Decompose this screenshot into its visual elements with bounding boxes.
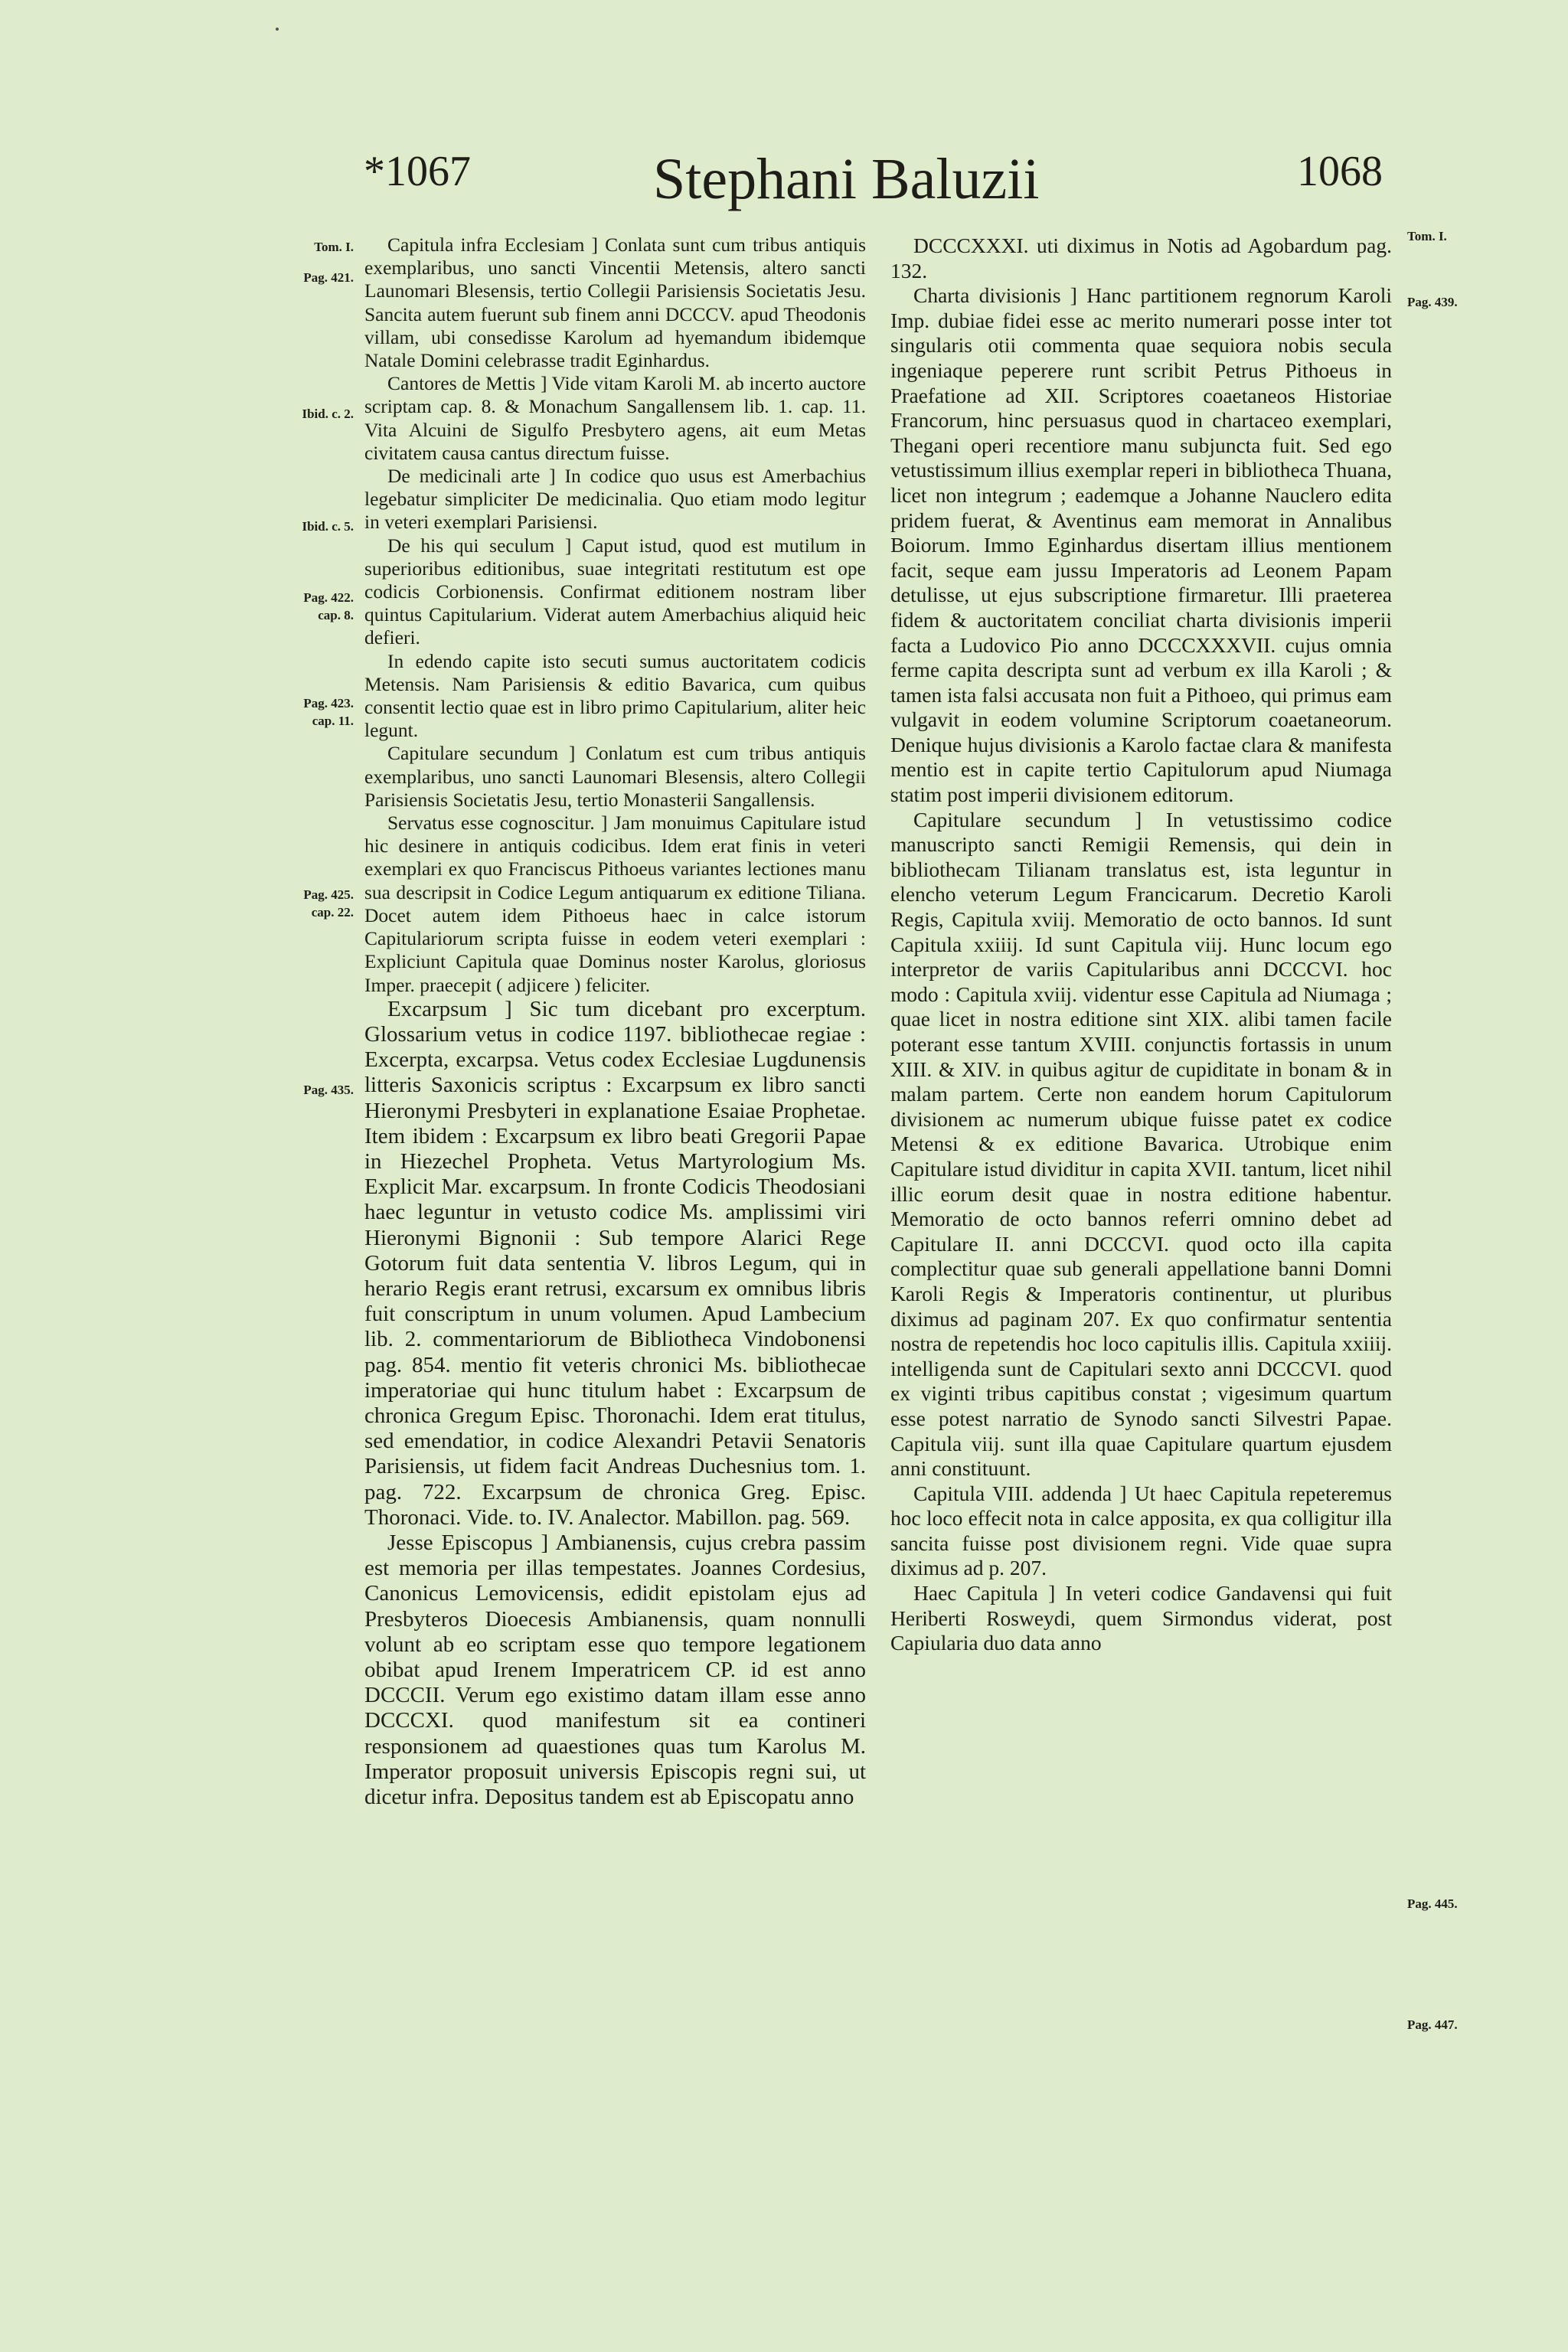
margin-ref: Pag. 445. xyxy=(1407,1896,1458,1911)
running-title: Stephani Baluzii xyxy=(653,147,1040,211)
note-paragraph: Cantores de Mettis ] Vide vitam Karoli M. ab incerto auctore scriptam cap. 8. & Monachum Sangallensem lib. 1. cap. 11. Vita Alcuini de Sigulfo Presbytero agens, ait eum Metas civitatem causa cantus directum fuisse. xyxy=(364,372,866,464)
ink-speck xyxy=(276,28,279,31)
note-paragraph: Servatus esse cognoscitur. ] Jam monuimus Capitulare istud hic desinere in antiquis codicibus. Idem erat finis in veteri exemplari ex quo Franciscus Pithoeus variantes lectiones manu sua descripsit in Codice Legum antiquarum ex editione Tiliana. Docet autem idem Pithoeus haec in calce istorum Capitulariorum scripta fuisse in eodem veteri exemplari : Expliciunt Capitula quae Dominus noster Karolus, gloriosus Imper. praecepit ( adjicere ) feliciter. xyxy=(364,812,866,996)
note-paragraph: Charta divisionis ] Hanc partitionem regnorum Karoli Imp. dubiae fidei esse ac merito numerari posse inter tot singularis otii commenta quae sequiora nobis secula ingeniaque peperere runt scribit Petrus Pithoeus in Praefatione ad XII. Scriptores coaetaneos Historiae Francorum, hinc persuasus quod in chartaceo exemplari, Thegani operi recentiore manu subjuncta fuit. Sed ego vetustissimum illius exemplar reperi in bibliotheca Thuana, licet non integrum ; eademque a Johanne Nauclero edita pridem fuerat, & Aventinus eam memorat in Annalibus Boiorum. Immo Eginhardus disertam illius mentionem facit, seque eam jussu Imperatoris ad Leonem Papam detulisse, ut ejus subscriptione firmaretur. Illi praeterea fidem & auctoritatem conciliat charta divisionis imperii facta a Ludovico Pio anno DCCCXXXVII. cujus omnia ferme capita descripta sunt ad verbum ex illa Karoli ; & tamen ista falsi accusata non fuit a Pithoeo, qui primus eam vulgavit in eodem volumine Scriptorum coaetaneorum. Denique hujus divisionis a Karolo factae clara & manifesta mentio est in capite tertio Capitulorum apud Niumaga statim post imperii divisionem editorum. xyxy=(890,283,1392,807)
margin-ref: Ibid. c. 2. xyxy=(302,407,354,421)
margin-ref: Pag. 435. xyxy=(303,1083,354,1097)
margin-ref: Pag. 421. xyxy=(303,270,354,285)
margin-ref: cap. 11. xyxy=(312,714,354,728)
note-paragraph: Excarpsum ] Sic tum dicebant pro excerptum. Glossarium vetus in codice 1197. bibliothecae regiae : Excerpta, excarpsa. Vetus codex Ecclesiae Lugdunensis litteris Saxonicis scriptus : Excarpsum ex libro sancti Hieronymi Presbyteri in explanatione Esaiae Prophetae. Item ibidem : Excarpsum ex libro beati Gregorii Papae in Hiezechel Propheta. Vetus Martyrologium Ms. Explicit Mar. excarpsum. In fronte Codicis Theodosiani haec leguntur in vetusto codice Ms. amplissimi viri Hieronymi Bignonii : Sub tempore Alarici Rege Gotorum fuit data sententia V. libros Legum, qui in herario Regis erant retrusi, excarsum ex omnibus libris fuit conscriptum in unum volumen. Apud Lambecium lib. 2. commentariorum de Bibliotheca Vindobonensi pag. 854. mentio fit veteris chronici Ms. bibliothecae imperatoriae qui hunc titulum habet : Excarpsum de chronica Gregum Episc. Thoronachi. Idem erat titulus, sed emendatior, in codice Alexandri Petavii Senatoris Parisiensis, ut fidem facit Andreas Duchesnius tom. 1. pag. 722. Excarpsum de chronica Greg. Episc. Thoronaci. Vide. to. IV. Analector. Mabillon. pag. 569. xyxy=(364,996,866,1530)
margin-ref: Tom. I. xyxy=(314,240,354,254)
note-paragraph: Capitulare secundum ] In vetustissimo codice manuscripto sancti Remigii Remensis, qui dein in bibliothecam Tilianam translatus est, ista leguntur in elencho veterum Legum Francicarum. Decretio Karoli Regis, Capitula xviij. Memoratio de octo bannos. Id sunt Capitula xxiiij. Id sunt Capitula viij. Hunc locum ego interpretor de variis Capitularibus anni DCCCVI. hoc modo : Capitula xviij. videntur esse Capitula ad Niumaga ; quae licet in nostra editione sint XIX. alibi tamen facile poterant esse tantum XVIII. conjunctis fortassis in unum XIII. & XIV. in quibus agitur de cupiditate in bonam & in malam partem. Certe non eandem horum Capitulorum divisionem ac numerum ubique fuisse patet ex codice Metensi & ex editione Bavarica. Utrobique enim Capitulare istud dividitur in capita XVII. tantum, licet nihil illic eorum desit quae in nostra editione habentur. Memoratio de octo bannos referri omnino debet ad Capitulare II. anni DCCCVI. quod octo illa capita complectitur quae sub generali appellatione banni Domni Karoli Regis & Imperatoris continentur, ut pluribus diximus ad paginam 207. Ex quo confirmatur sententia nostra de repetendis hoc loco capitulis illis. Capitula xxiiij. intelligenda sunt de Capitulari sexto anni DCCCVI. quod ex viginti tribus capitibus constat ; vigesimum quartum esse potest narratio de Synodo sancti Silvestri Papae. Capitula viij. sunt illa quae Capitulare quartum ejusdem anni constituunt. xyxy=(890,807,1392,1481)
note-paragraph: Capitulare secundum ] Conlatum est cum tribus antiquis exemplaribus, uno sancti Launomari Blesensis, altero Collegii Parisiensis Societatis Jesu, tertio Monasterii Sangallensis. xyxy=(364,742,866,811)
margin-ref: Pag. 422. xyxy=(303,590,354,605)
margin-ref: cap. 8. xyxy=(318,608,354,622)
note-paragraph: DCCCXXXI. uti diximus in Notis ad Agobardum pag. 132. xyxy=(890,234,1392,283)
margin-ref: Pag. 447. xyxy=(1407,2017,1458,2032)
margin-ref: Tom. I. xyxy=(1407,229,1447,243)
note-paragraph: Haec Capitula ] In veteri codice Gandavensi qui fuit Heriberti Rosweydi, quem Sirmondus viderat, post Capiularia duo data anno xyxy=(890,1581,1392,1655)
note-paragraph: In edendo capite isto secuti sumus auctoritatem codicis Metensis. Nam Parisiensis & editio Bavarica, cum quibus consentit lectio quae est in libro primo Capitularium, aliter heic legunt. xyxy=(364,649,866,742)
note-paragraph: Capitula VIII. addenda ] Ut haec Capitula repeteremus hoc loco effecit nota in calce apposita, ex qua colligitur illa sancita fuisse post divisionem regni. Vide quae supra diximus ad p. 207. xyxy=(890,1481,1392,1580)
page-number-left: *1067 xyxy=(364,148,471,195)
page-number-right: 1068 xyxy=(1297,148,1383,195)
text-column-left xyxy=(364,234,866,1810)
note-paragraph: Capitula infra Ecclesiam ] Conlata sunt cum tribus antiquis exemplaribus, uno sancti Vincentii Metensis, altero sancti Launomari Blesensis, tertio Collegii Parisiensis Societatis Jesu. Sancita autem fuerunt sub finem anni DCCCV. apud Theodonis villam, ubi consedisse Karolum ad hyemandum ibidemque Natale Domini celebrasse tradit Eginhardus. xyxy=(364,234,866,372)
margin-ref: Ibid. c. 5. xyxy=(302,519,354,534)
note-paragraph: De his qui seculum ] Caput istud, quod est mutilum in superioribus editionibus, suae integritati restitutum est ope codicis Corbionensis. Confirmat editionem nostram liber quintus Capitularium. Viderat autem Amerbachius aliquid heic defieri. xyxy=(364,534,866,649)
margin-ref: Pag. 439. xyxy=(1407,295,1458,309)
margin-ref: cap. 22. xyxy=(311,905,354,920)
note-paragraph: Jesse Episcopus ] Ambianensis, cujus crebra passim est memoria per illas tempestates. Joannes Cordesius, Canonicus Lemovicensis, edidit epistolam ejus ad Presbyteros Dioecesis Ambianensis, quam nonnulli volunt ab eo scriptam esse quo tempore legationem obibat apud Irenem Imperatricem CP. id est anno DCCCII. Verum ego existimo datam illam esse anno DCCCXI. quod manifestum sit ea contineri responsionem ad quaestiones quas tum Karolus M. Imperator proposuit universis Episcopis regni sui, ut dicetur infra. Depositus tandem est ab Episcopatu anno xyxy=(364,1530,866,1809)
margin-ref: Pag. 425. xyxy=(303,887,354,902)
text-column-right xyxy=(890,234,1392,1656)
margin-ref: Pag. 423. xyxy=(303,696,354,710)
note-paragraph: De medicinali arte ] In codice quo usus est Amerbachius legebatur simpliciter De medicinalia. Quo etiam modo legitur in veteri exemplari Parisiensi. xyxy=(364,465,866,534)
